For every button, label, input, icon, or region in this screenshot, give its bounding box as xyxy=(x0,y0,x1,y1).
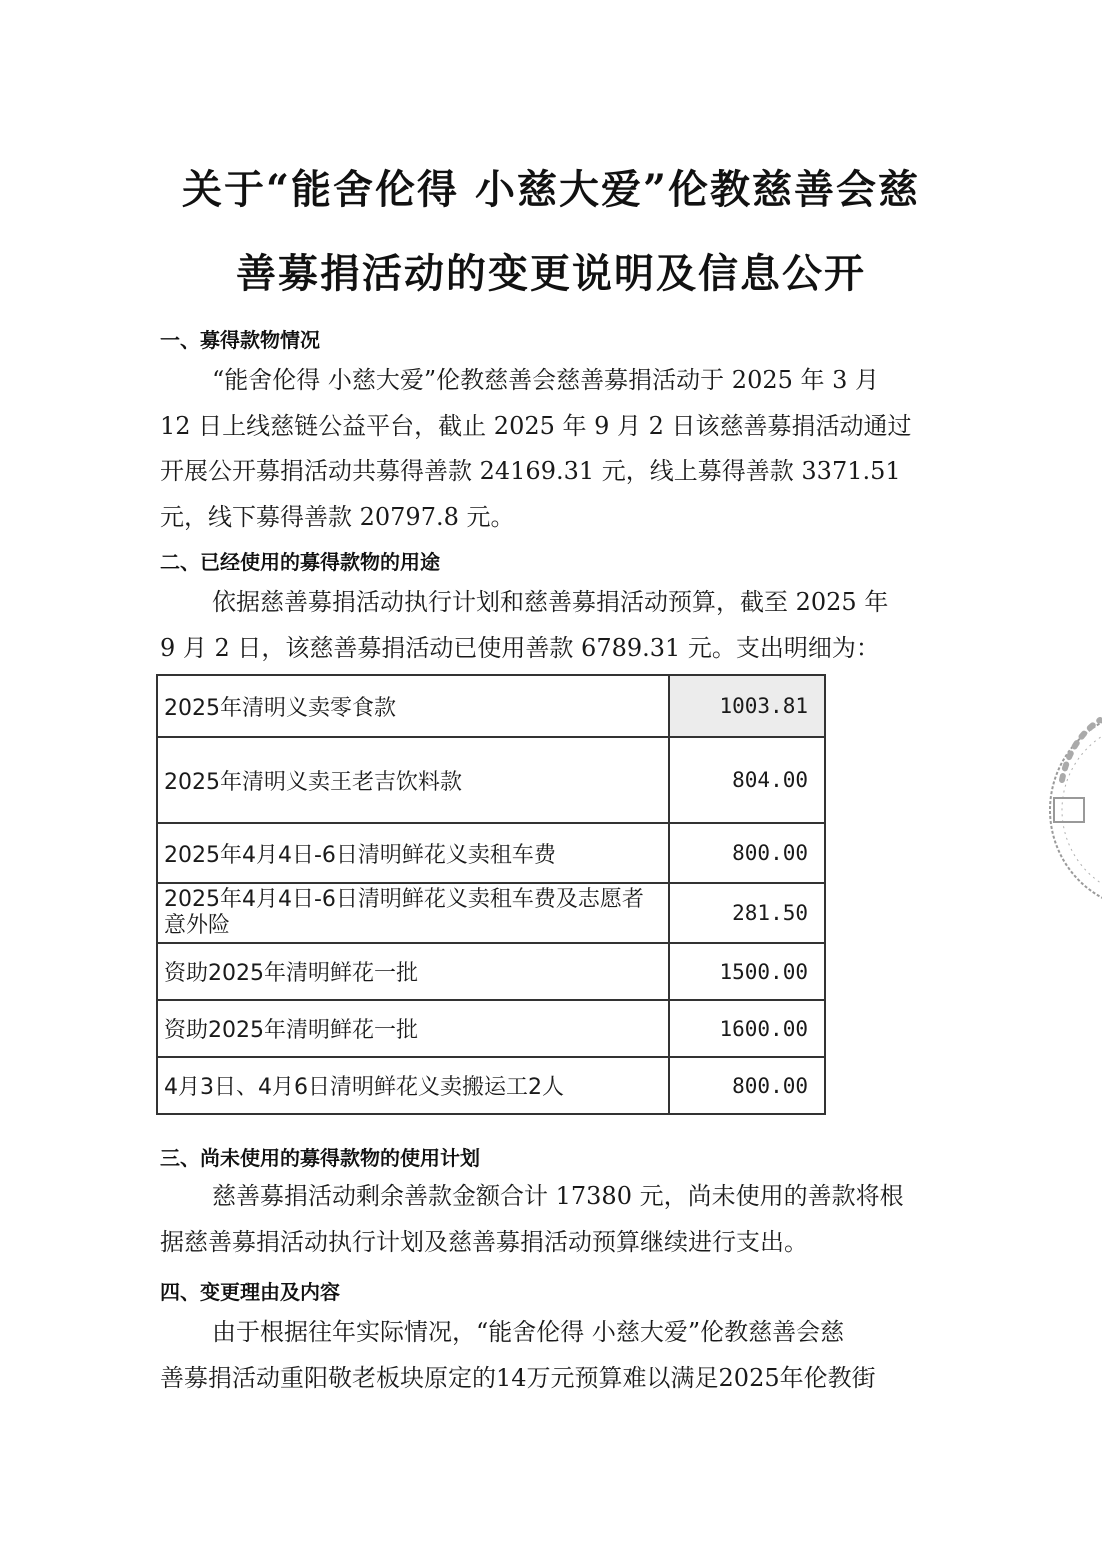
table-row xyxy=(157,1057,825,1114)
table-row xyxy=(157,675,825,737)
section-3-paragraph xyxy=(160,1174,940,1265)
table-row xyxy=(157,883,825,943)
paragraph-line: 元，线下募得善款 20797.8 元。 xyxy=(160,502,515,531)
paragraph-line: 善募捐活动重阳敬老板块原定的14万元预算难以满足2025年伦教街 xyxy=(160,1363,876,1392)
table-row xyxy=(157,1000,825,1057)
expense-item: 2025年清明义卖王老吉饮料款 xyxy=(157,737,669,823)
expense-amount: 804.00 xyxy=(669,737,825,823)
document-title-line-2: 善募捐活动的变更说明及信息公开 xyxy=(236,250,866,297)
official-seal-partial xyxy=(1040,700,1102,920)
section-1-paragraph xyxy=(160,358,940,540)
document-title-line-1: 关于“能舍伦得 小慈大爱”伦教慈善会慈 xyxy=(182,166,920,213)
section-1-heading: 一、募得款物情况 xyxy=(160,328,320,352)
expense-table xyxy=(156,674,826,1115)
expense-item: 4月3日、4月6日清明鲜花义卖搬运工2人 xyxy=(157,1057,669,1114)
expense-amount: 1600.00 xyxy=(669,1000,825,1057)
expense-amount: 800.00 xyxy=(669,1057,825,1114)
paragraph-line: 9 月 2 日，该慈善募捐活动已使用善款 6789.31 元。支出明细为： xyxy=(160,633,880,662)
expense-item: 2025年清明义卖零食款 xyxy=(157,675,669,737)
expense-amount: 281.50 xyxy=(669,883,825,943)
section-3-heading: 三、尚未使用的募得款物的使用计划 xyxy=(160,1146,480,1170)
paragraph-line: “能舍伦得 小慈大爱”伦教慈善会慈善募捐活动于 2025 年 3 月 xyxy=(212,366,880,394)
table-row xyxy=(157,943,825,1000)
paragraph-line: 依据慈善募捐活动执行计划和慈善募捐活动预算，截至 2025 年 xyxy=(212,588,889,616)
paragraph-line: 慈善募捐活动剩余善款金额合计 17380 元，尚未使用的善款将根 xyxy=(212,1182,904,1210)
expense-item: 资助2025年清明鲜花一批 xyxy=(157,943,669,1000)
table-row xyxy=(157,737,825,823)
paragraph-line: 由于根据往年实际情况，“能舍伦得 小慈大爱”伦教慈善会慈 xyxy=(212,1318,845,1346)
expense-amount: 1500.00 xyxy=(669,943,825,1000)
section-2-paragraph xyxy=(160,580,940,671)
paragraph-line: 12 日上线慈链公益平台，截止 2025 年 9 月 2 日该慈善募捐活动通过 xyxy=(160,411,912,440)
paragraph-line: 开展公开募捐活动共募得善款 24169.31 元，线上募得善款 3371.51 xyxy=(160,457,901,485)
expense-item: 2025年4月4日-6日清明鲜花义卖租车费 xyxy=(157,823,669,883)
expense-amount: 1003.81 xyxy=(669,675,825,737)
paragraph-line: 据慈善募捐活动执行计划及慈善募捐活动预算继续进行支出。 xyxy=(160,1227,808,1256)
expense-item: 资助2025年清明鲜花一批 xyxy=(157,1000,669,1057)
section-4-heading: 四、变更理由及内容 xyxy=(160,1280,340,1304)
expense-item: 2025年4月4日-6日清明鲜花义卖租车费及志愿者意外险 xyxy=(157,883,669,943)
table-row xyxy=(157,823,825,883)
expense-amount: 800.00 xyxy=(669,823,825,883)
section-2-heading: 二、已经使用的募得款物的用途 xyxy=(160,550,440,574)
section-4-paragraph xyxy=(160,1310,940,1401)
